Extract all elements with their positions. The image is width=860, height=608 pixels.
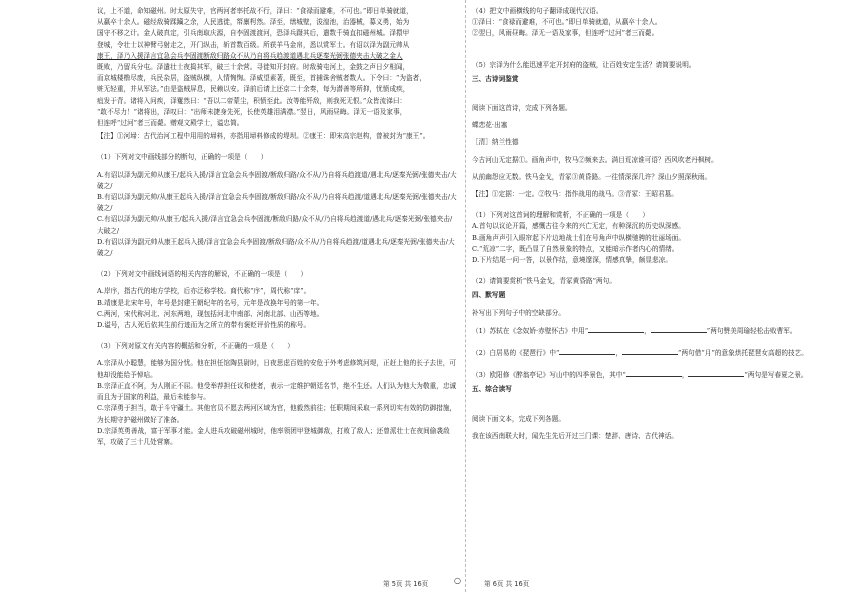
poem-note: 【注】①定据：一定。②牧马：指作战用的战马。③青冢：王昭君墓。 bbox=[472, 190, 678, 199]
fill-text: ”两句是写春夏之景。 bbox=[744, 371, 808, 380]
question-1-option-a[interactable]: A.有诏以泽为副元帅从康王/起兵入援/泽言宜急会兵李固渡/断敌归路/众不从/乃自将兵趋渡道/遇北兵/逐秦光弼/张德夹击/大破之/ bbox=[97, 170, 457, 190]
question-2-option-d[interactable]: D.谥号，古人死后依其生前行迹而为之所立的带有褒贬评价性质的称号。 bbox=[97, 321, 311, 330]
passage-line: “敢不尽力！”诸将出，泽叹曰：“出师未捷身先死，长使英雄泪满襟。”翌日，风雨昼晦。泽无一语及家事， bbox=[97, 107, 407, 116]
section-heading: 三、古诗词鉴赏 bbox=[472, 74, 519, 83]
fill-text: ”两句借“月”的意象烘托琵琶女高超的技艺。 bbox=[678, 349, 808, 358]
question-7-stem: （2）请简要赏析“铁马金戈，青冢黄昏路”两句。 bbox=[472, 277, 616, 286]
question-2-option-b[interactable]: B.靖康是北宋年号，年号是封建王朝纪年的名号，元年是改换年号的第一年。 bbox=[97, 298, 324, 307]
question-3-stem: （3）下列对原文有关内容的概括和分析，不正确的一项是（ ） bbox=[97, 342, 294, 351]
passage-note: 【注】①河埽：古代治河工程中用用的埽料，亦指用埽料修成的堤坝。②康王：即宋高宗赵构，曾被封为“康王”。 bbox=[97, 132, 430, 141]
poem-title: 蝶恋花·出塞 bbox=[472, 121, 508, 130]
question-4-stem: （4）把文中画横线的句子翻译成现代汉语。 bbox=[472, 7, 603, 15]
fill-blank[interactable] bbox=[559, 347, 615, 355]
poem-line: 今古河山无定据①。画角声中，牧马②频来去。满目荒凉谁可语？西风吹老丹枫树。 bbox=[472, 155, 718, 164]
page-number-left: 第 5页 共 16页 bbox=[383, 580, 429, 588]
fill-item bbox=[472, 347, 833, 359]
passage-line: 而京城楼橹尽废，兵民杂居，盗贼纵横，人情恟恟。泽威望素著，既至，首捕诛舍贼者数人。下令曰：“为盗者， bbox=[97, 74, 426, 83]
question-1-option-d[interactable]: D.有诏以泽为副元帅从康王起兵入援/泽言宜急会兵李固渡/断敌归路/众不从/乃自将兵趋渡/道遇北兵/逐秦光弼/张德夹击/大破之/ bbox=[97, 237, 455, 258]
passage-line: 登城，令壮士以神臂弓射走之，开门纵击，斩首数百级。所获羊马金帛，悉以赏军士。有诏以泽为副元帅从 bbox=[97, 40, 410, 49]
fill-text: （3）欧阳修《醉翁亭记》写山中的四季景色，其中“ bbox=[472, 371, 626, 380]
page-number-right: 第 6页 共 16页 bbox=[484, 580, 530, 588]
passage-line: 疽发于背。诸将入问疾，泽矍然曰：“吾以二帝蒙尘，积愤至此。汝等能歼敌，则我死无恨。”众皆流涕曰： bbox=[97, 96, 407, 105]
poem-intro: 阅读下面这首诗，完成下列各题。 bbox=[472, 104, 572, 113]
reading-intro: 阅读下面文本，完成下列各题。 bbox=[472, 414, 566, 423]
passage-line: 从羸卒十余人。磁经敌骑蹂躏之余，人民逃徙，帑廪枵然。泽至，缮城壁，浚湟池，治器械，募义勇，始为 bbox=[97, 18, 410, 27]
fill-text: （2）白居易的《琵琶行》中“ bbox=[472, 349, 560, 358]
column-divider bbox=[465, 0, 466, 592]
question-1-stem: （1）下列对文中画线部分的断句，正确的一项是（ ） bbox=[97, 153, 268, 162]
right-column bbox=[472, 6, 833, 442]
question-3-option-b[interactable]: B.宗泽正直不阿，为人刚正不屈。他受举荐担任议和使者，表示一定维护朝廷名节，绝不生还。人们认为他大为敬重，忠诚而且为于国家的利益，最后未能参与。 bbox=[97, 381, 457, 402]
fill-text: ， bbox=[615, 349, 623, 358]
passage-line: 赃无轻重，并从军法。”由是盗贼屏息，民赖以安。泽前后请上还京二十余奏，每为潜善等所抑，忧愤成疾， bbox=[97, 85, 410, 94]
fill-blank[interactable] bbox=[651, 325, 707, 333]
fill-blank[interactable] bbox=[588, 325, 644, 333]
question-3-option-d[interactable]: D.宗泽英勇善战，富于军事才能。金人进兵攻破磁州城时，他率领团甲登城御敌，打败了敌人；还曾派壮士在夜间偷袭敌军，攻破了三十几处营寨。 bbox=[97, 426, 450, 446]
question-6-option-c[interactable]: C.“荒凉”二字，既凸显了自然景象的特点，又能暗示作者内心的情绪。 bbox=[472, 244, 679, 253]
binding-circle-icon: ○ bbox=[454, 576, 461, 585]
question-1-option-b[interactable]: B.有诏以泽为副元帅/从康王起兵入援/泽言宜急会兵李固渡/断敌归路/众不从/乃自将兵趋渡/道遇北兵/逐秦光弼/张德夹击/大破之/ bbox=[97, 193, 457, 213]
question-4-item: ①泽曰：“食禄而避难，不可也。”即日单骑就道，从羸卒十余人。 bbox=[472, 18, 662, 27]
poem-author: ［清］纳兰性德 bbox=[472, 138, 519, 147]
left-column bbox=[97, 6, 458, 448]
passage-line: 国守不移之计。金人破真定，引兵南取庆源，自李固渡渡河，恐泽兵蹑其后，遣数千骑直扣磁州城。泽擐甲 bbox=[97, 29, 410, 38]
section-heading: 五、综合读写 bbox=[472, 385, 512, 394]
question-2-option-a[interactable]: A.岸序，指古代的地方学校，后亦泛称学校。商代称“序”，周代称“庠”。 bbox=[97, 287, 311, 296]
reading-text: 我在该西南联大时，闻先生先后开过三门课：楚辞、唐诗、古代神话。 bbox=[472, 431, 678, 440]
question-2-stem: （2）下列对文中画线词语的相关内容的解说，不正确的一项是（ ） bbox=[97, 270, 308, 279]
fill-text: （1）苏轼在《念奴娇·赤壁怀古》中用“ bbox=[472, 326, 589, 335]
passage-line-underlined: 康王，泽乃入援泽言宜急会兵李固渡断敌归路众不从乃自将兵趋渡道遇北兵逐秦光弼张德夹击大破之金人 bbox=[97, 51, 403, 60]
question-5-stem: （5）宗泽为什么能迅速平定开封府的盗贼，让百姓安定生活？请简要说明。 bbox=[472, 60, 696, 69]
question-6-option-d[interactable]: D.下片结尾一问一答，以景作结，意境邃深，情感真挚，颇显悲凉。 bbox=[472, 256, 672, 265]
question-6-stem: （1）下列对这首词的理解和赏析，不正确的一项是（ ） bbox=[472, 211, 649, 220]
section-heading: 四、默写题 bbox=[472, 291, 506, 300]
passage-line: 议，上不道，命知磁州。时太原失守，官两河者率托故不行，泽曰：“食禄而避难，不可也。”即日单骑就道， bbox=[97, 7, 413, 15]
fill-item bbox=[472, 369, 833, 381]
classical-passage bbox=[97, 6, 458, 129]
question-6-option-b[interactable]: B.画角声声引入眼帘起下片边地战士们在号角声中纵横驰骋的壮丽场面。 bbox=[472, 233, 685, 242]
question-4-item: ②翌日，风雨昼晦。泽无一语及家事，但连呼“过河”者三而薨。 bbox=[472, 29, 659, 38]
fill-intro: 补写出下列句子中的空缺部分。 bbox=[472, 308, 566, 317]
fill-item bbox=[472, 325, 833, 337]
fill-blank[interactable] bbox=[688, 369, 744, 377]
question-3-option-a[interactable]: A.宗泽从小聪慧，能够为国分忧。他在担任馆陶县尉时，日夜思虑百姓的安危于外考虑修筑河堤，正赶上他的长子去世，可他却没能给予悼唁。 bbox=[97, 359, 457, 379]
question-1-option-c[interactable]: C.有诏以泽为副元帅/从康王/起兵入援/泽言宜急会兵李固渡/断敌归路/众不从/乃自将兵趋渡道/遇北兵/逐秦光弼/张德夹击/大破之/ bbox=[97, 215, 453, 235]
fill-text: ， bbox=[644, 326, 651, 335]
question-2-option-c[interactable]: C.两河，宋代称河北、河东两地，现包括河北中南部、河南北部、山西等地。 bbox=[97, 309, 324, 318]
fill-text: ， bbox=[681, 371, 689, 380]
question-6-option-a[interactable]: A.首句以议论开篇，感慨古往今来的兴亡无定，有种深沉的历史纵深感。 bbox=[472, 222, 685, 231]
fill-blank[interactable] bbox=[626, 369, 682, 377]
passage-line: 既败，乃留兵分屯。泽遣壮士夜捣其军，破三十余营。寻徙知开封府。时敌骑屯河上，金鼓之声日夕相闻， bbox=[97, 63, 410, 72]
fill-blank[interactable] bbox=[622, 347, 678, 355]
passage-line: 但连呼“过河”者三而薨。赠观文殿学士，谥忠简。 bbox=[97, 119, 244, 128]
fill-text: ”两句赞美周瑜轻松击败曹军。 bbox=[706, 326, 797, 335]
question-3-option-c[interactable]: C.宗泽勇于担当，敢于斗守疆土。其他官员不愿去两河区域为官，他毅然前往；任职期间采取一系列切实有效的防御措施，为长期守护磁州做好了准备。 bbox=[97, 404, 457, 424]
poem-line: 从前幽怨应无数。铁马金戈，青冢③黄昏路。一往情深深几许？深山夕照深秋雨。 bbox=[472, 172, 712, 181]
